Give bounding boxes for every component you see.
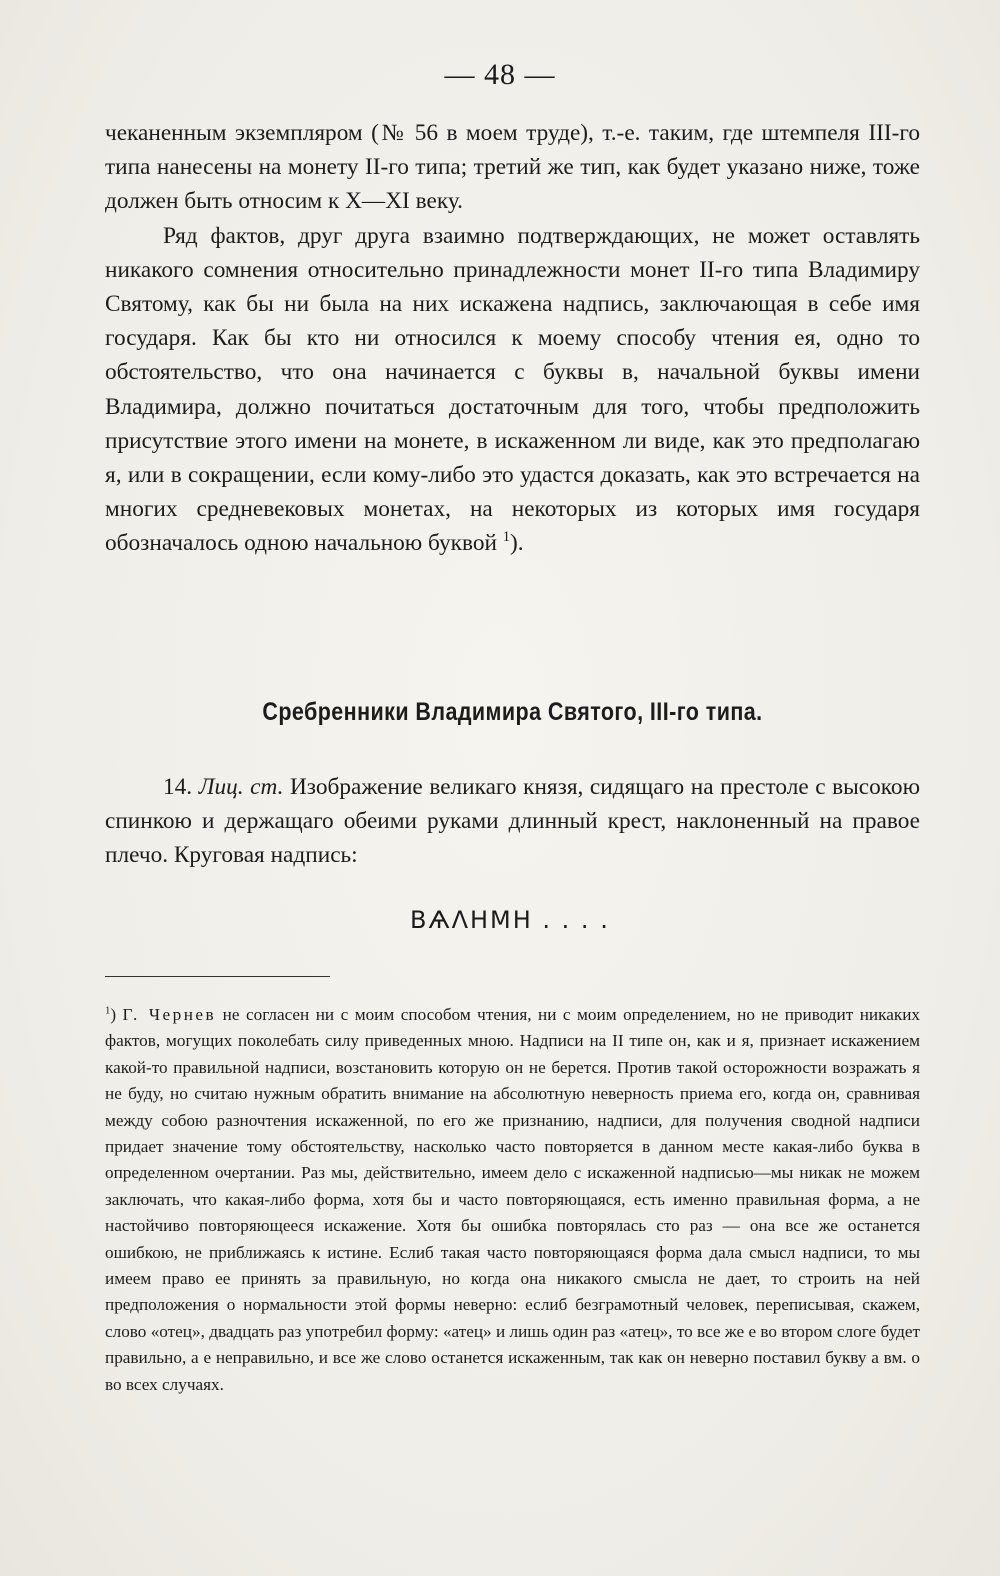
footnote: $^1$) Г. Чернев не согласен ни с моим способом чтения, ни с моим определением, но не приводит никаких фактов, могущих поколебать силу приведенных мною. Надписи на II типе он, как и я, признает искажением какой-то правильной надписи, возстановить которую он не берется. Против такой осторожности возражать я не буду, но считаю нужным обратить внимание на абсолютную неверность приема его, когда он, сравнивая между собою разночтения искаженной, по его же признанию, надписи, для получения сводной надписи придает значение тому обстоятельству, насколько часто повторяется в данном месте какая-либо буква в определенном очертании. Раз мы, действительно, имеем дело с искаженной надписью—мы никак не можем заключать, что какая-либо форма, хотя бы и часто повторяющаяся, есть именно правильная форма, а не настойчиво повторяющееся искажение. Хотя бы ошибка повторялась сто раз — она все же останется ошибкою, не приближаясь к истине. Еслиб такая часто повторяющаяся форма дала смысл надписи, то мы имеем право ее принять за правильную, но когда она никакого смысла не дает, то строить на ней предположения о нормальности этой формы неверно: еслиб безграмотный человек, переписывая, скажем, слово «отец», двадцать раз употребил форму: «атец» и лишь один раз «атец», то все же е во втором слоге будет правильно, а е неправильно, и все же слово останется искаженным, так как он неверно поставил букву а вм. о во всех случаях. [105,1005,920,1394]
entry-label: Лиц. ст. [198,774,284,800]
main-text [105,116,920,561]
footnote-mark: 1 [105,1005,111,1017]
paragraph-2-end: ). [509,530,524,557]
footnote-author: Г. Чернев [122,1005,217,1024]
section-heading: Сребренники Владимира Святого, III-го типа. [262,698,763,726]
page-number: — 48 — [444,58,556,91]
entry-description: Изображение великаго князя, сидящаго на престоле с высокою спинкою и держащаго обеими руками длинный крест, наклоненный на правое плечо. Круговая надпись: [105,774,920,869]
footnote-reference: 1 [502,529,510,546]
footnote-text: не согласен ни с моим способом чтения, ни с моим определением, но не приводит никаких фактов, могущих поколебать силу приведенных мною. Надписи на II типе он, как и я, признает искажением какой-то правильной надписи, возстановить которую он не берется. Против такой осторожности возражать я не буду, но считаю нужным обратить внимание на абсолютную неверность приема его, когда он, сравнивая между собою разночтения искаженной, по его же признанию, надписи, для получения сводной надписи придает значение тому обстоятельству, насколько часто повторяется в данном месте какая-либо буква в определенном очертании. Раз мы, действительно, имеем дело с искаженной надписью—мы никак не можем заключать, что какая-либо форма, хотя бы и часто повторяющаяся, есть именно правильная форма, а не настойчиво повторяющееся искажение. Хотя бы ошибка повторялась сто раз — она все же останется ошибкою, не приближаясь к истине. Еслиб такая часто повторяющаяся форма дала смысл надписи, то мы имеем право ее принять за правильную, но когда она никакого смысла не дает, то строить на ней предположения о нормальности этой формы неверно: еслиб безграмотный человек, переписывая, скажем, слово «отец», двадцать раз употребил форму: «атец» и лишь один раз «атец», то все же е во втором слоге будет правильно, а е неправильно, и все же слово останется искаженным, так как он неверно поставил букву а вм. о во всех случаях. [105,1005,920,1394]
paragraph-1: чеканенным экземпляром (№ 56 в моем труде), т.-е. таким, где штемпеля III-го типа нанесены на монету II-го типа; третий же тип, как будет указано ниже, тоже должен быть относим к X—XI веку. [105,120,920,215]
footnote-divider [105,976,330,977]
coin-inscription: ВѦΛНМН . . . . [410,906,610,934]
paragraph-2 [105,219,920,561]
entry-number: 14. [163,774,193,800]
catalog-entry [105,770,920,873]
paragraph-2-text: Ряд фактов, друг друга взаимно подтверждающих, не может оставлять никакого сомнения относительно принадлежности монет II-го типа Владимиру Святому, как бы ни была на них искажена надпись, заключающая в себе имя государя. Как бы кто ни относился к моему способу чтения ея, одно то обстоятельство, что она начинается с буквы в, начальной буквы имени Владимира, должно почитаться достаточным для того, чтобы предположить присутствие этого имени на монете, в искаженном ли виде, как это предполагаю я, или в сокращении, если кому-либо это удастся доказать, как это встречается на многих средневековых монетах, на некоторых из которых имя государя обозначалось одною начальною буквой [105,222,920,557]
